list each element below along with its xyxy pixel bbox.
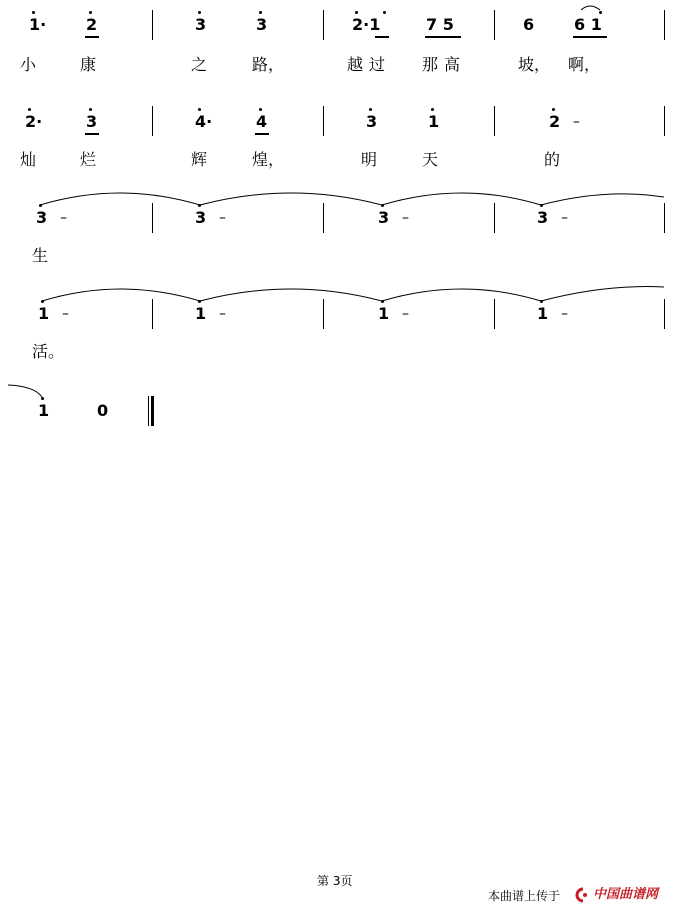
upload-note: 本曲谱上传于 [488,889,561,903]
note: 1 [195,304,207,323]
note: 2· [25,112,43,131]
note: 1 [428,112,440,131]
tie-line1 [581,6,600,10]
lyric: 之 [191,55,208,74]
sustain-dash: – [62,306,69,322]
tie-line3-d [541,194,664,205]
note: 3 [366,112,378,131]
note: 3 [378,208,390,227]
tie-line5 [8,385,42,397]
page-number: 第 3页 [317,874,353,888]
note: 4 [256,112,268,131]
sustain-dash: – [219,306,226,322]
lyric: 康 [80,55,97,74]
note: 0 [97,401,109,420]
sustain-dash: – [60,210,67,226]
tie-line3-b [200,193,382,205]
lyric: 那高 [422,55,467,74]
note: 1 [38,401,50,420]
note: 1 [378,304,390,323]
note: 6 [523,15,535,34]
note: 6 1 [574,15,602,34]
note: 3 [537,208,549,227]
lyric: 啊， [568,55,601,74]
note: 3 [195,15,207,34]
lyric: 明 [361,150,378,169]
site-brand[interactable]: 中国曲谱网 [593,887,659,902]
sustain-dash: – [402,210,409,226]
note: 1 [537,304,549,323]
lyric: 辉 [191,150,208,169]
note: 2 [86,15,98,34]
tie-line3-a [40,193,200,205]
note: 1· [29,15,47,34]
note: 1 [38,304,50,323]
lyric: 煌， [252,150,285,169]
lyric: 的 [544,150,561,169]
lyric: 生 [32,246,49,265]
lyric: 路， [252,55,285,74]
lyric: 坡， [518,55,551,74]
note: 4· [195,112,213,131]
lyric: 活。 [32,342,65,361]
note: 2 [549,112,561,131]
tie-line4-a [42,289,200,301]
note: 3 [86,112,98,131]
lyric: 天 [422,150,439,169]
tie-line4-c [382,289,541,301]
lyric: 越过 [347,55,392,74]
lyric: 灿 [20,150,37,169]
note: 3 [195,208,207,227]
lyric: 烂 [80,150,97,169]
sustain-dash: – [561,210,568,226]
note: 3 [36,208,48,227]
note: 7 5 [426,15,454,34]
tie-line4-b [200,289,382,301]
sustain-dash: – [561,306,568,322]
lyric: 小 [20,55,37,74]
note: 2·1 [352,15,381,34]
tie-line4-d [541,287,664,301]
sustain-dash: – [219,210,226,226]
note: 3 [256,15,268,34]
site-logo-icon [571,887,591,903]
sustain-dash: – [573,114,580,130]
tie-line3-c [382,193,541,205]
sustain-dash: – [402,306,409,322]
